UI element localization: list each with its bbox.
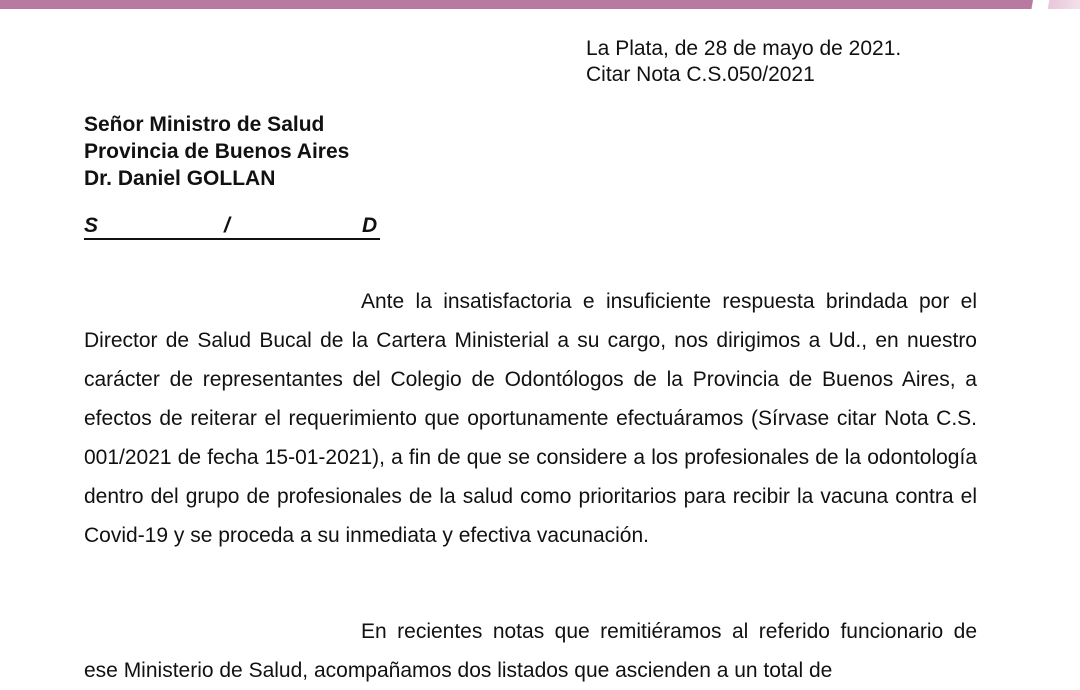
top-decorative-band (0, 0, 1080, 12)
addressee-line-2: Provincia de Buenos Aires (84, 140, 350, 163)
salutation-d: D (362, 214, 378, 237)
addressee-block (84, 111, 349, 192)
salutation-s: S (84, 214, 99, 237)
body-paragraph-2: En recientes notas que remitiéramos al referido funcionario de ese Ministerio de Salud, acompañamos dos listados que ascienden a un total de (84, 620, 977, 682)
addressee-line-1: Señor Ministro de Salud (84, 113, 325, 136)
salutation-slash: / (224, 214, 230, 237)
date-block (586, 36, 901, 88)
body-paragraph-1: Ante la insatisfactoria e insuficiente respuesta brindada por el Director de Salud Bucal de la Cartera Ministerial a su cargo, nos dirigimos a Ud., en nuestro carácter de representantes del Colegio de Odontólogos de la Provincia de Buenos Aires, a efectos de reiterar el requerimiento que oportunamente efectuáramos (Sírvase citar Nota C.S. 001/2021 de fecha 15-01-2021), a fin de que se considere a los profesionales de la odontología dentro del grupo de profesionales de la salud como prioritarios para recibir la vacuna contra el Covid-19 y se proceda a su inmediata y efectiva vacunación. (84, 290, 977, 547)
reference-line: Citar Nota C.S.050/2021 (586, 63, 815, 86)
date-line: La Plata, de 28 de mayo de 2021. (586, 37, 902, 60)
top-stripe (0, 0, 1040, 9)
top-stripe-tail (1000, 0, 1080, 9)
salutation-sd (84, 214, 380, 240)
addressee-line-3: Dr. Daniel GOLLAN (84, 167, 276, 190)
